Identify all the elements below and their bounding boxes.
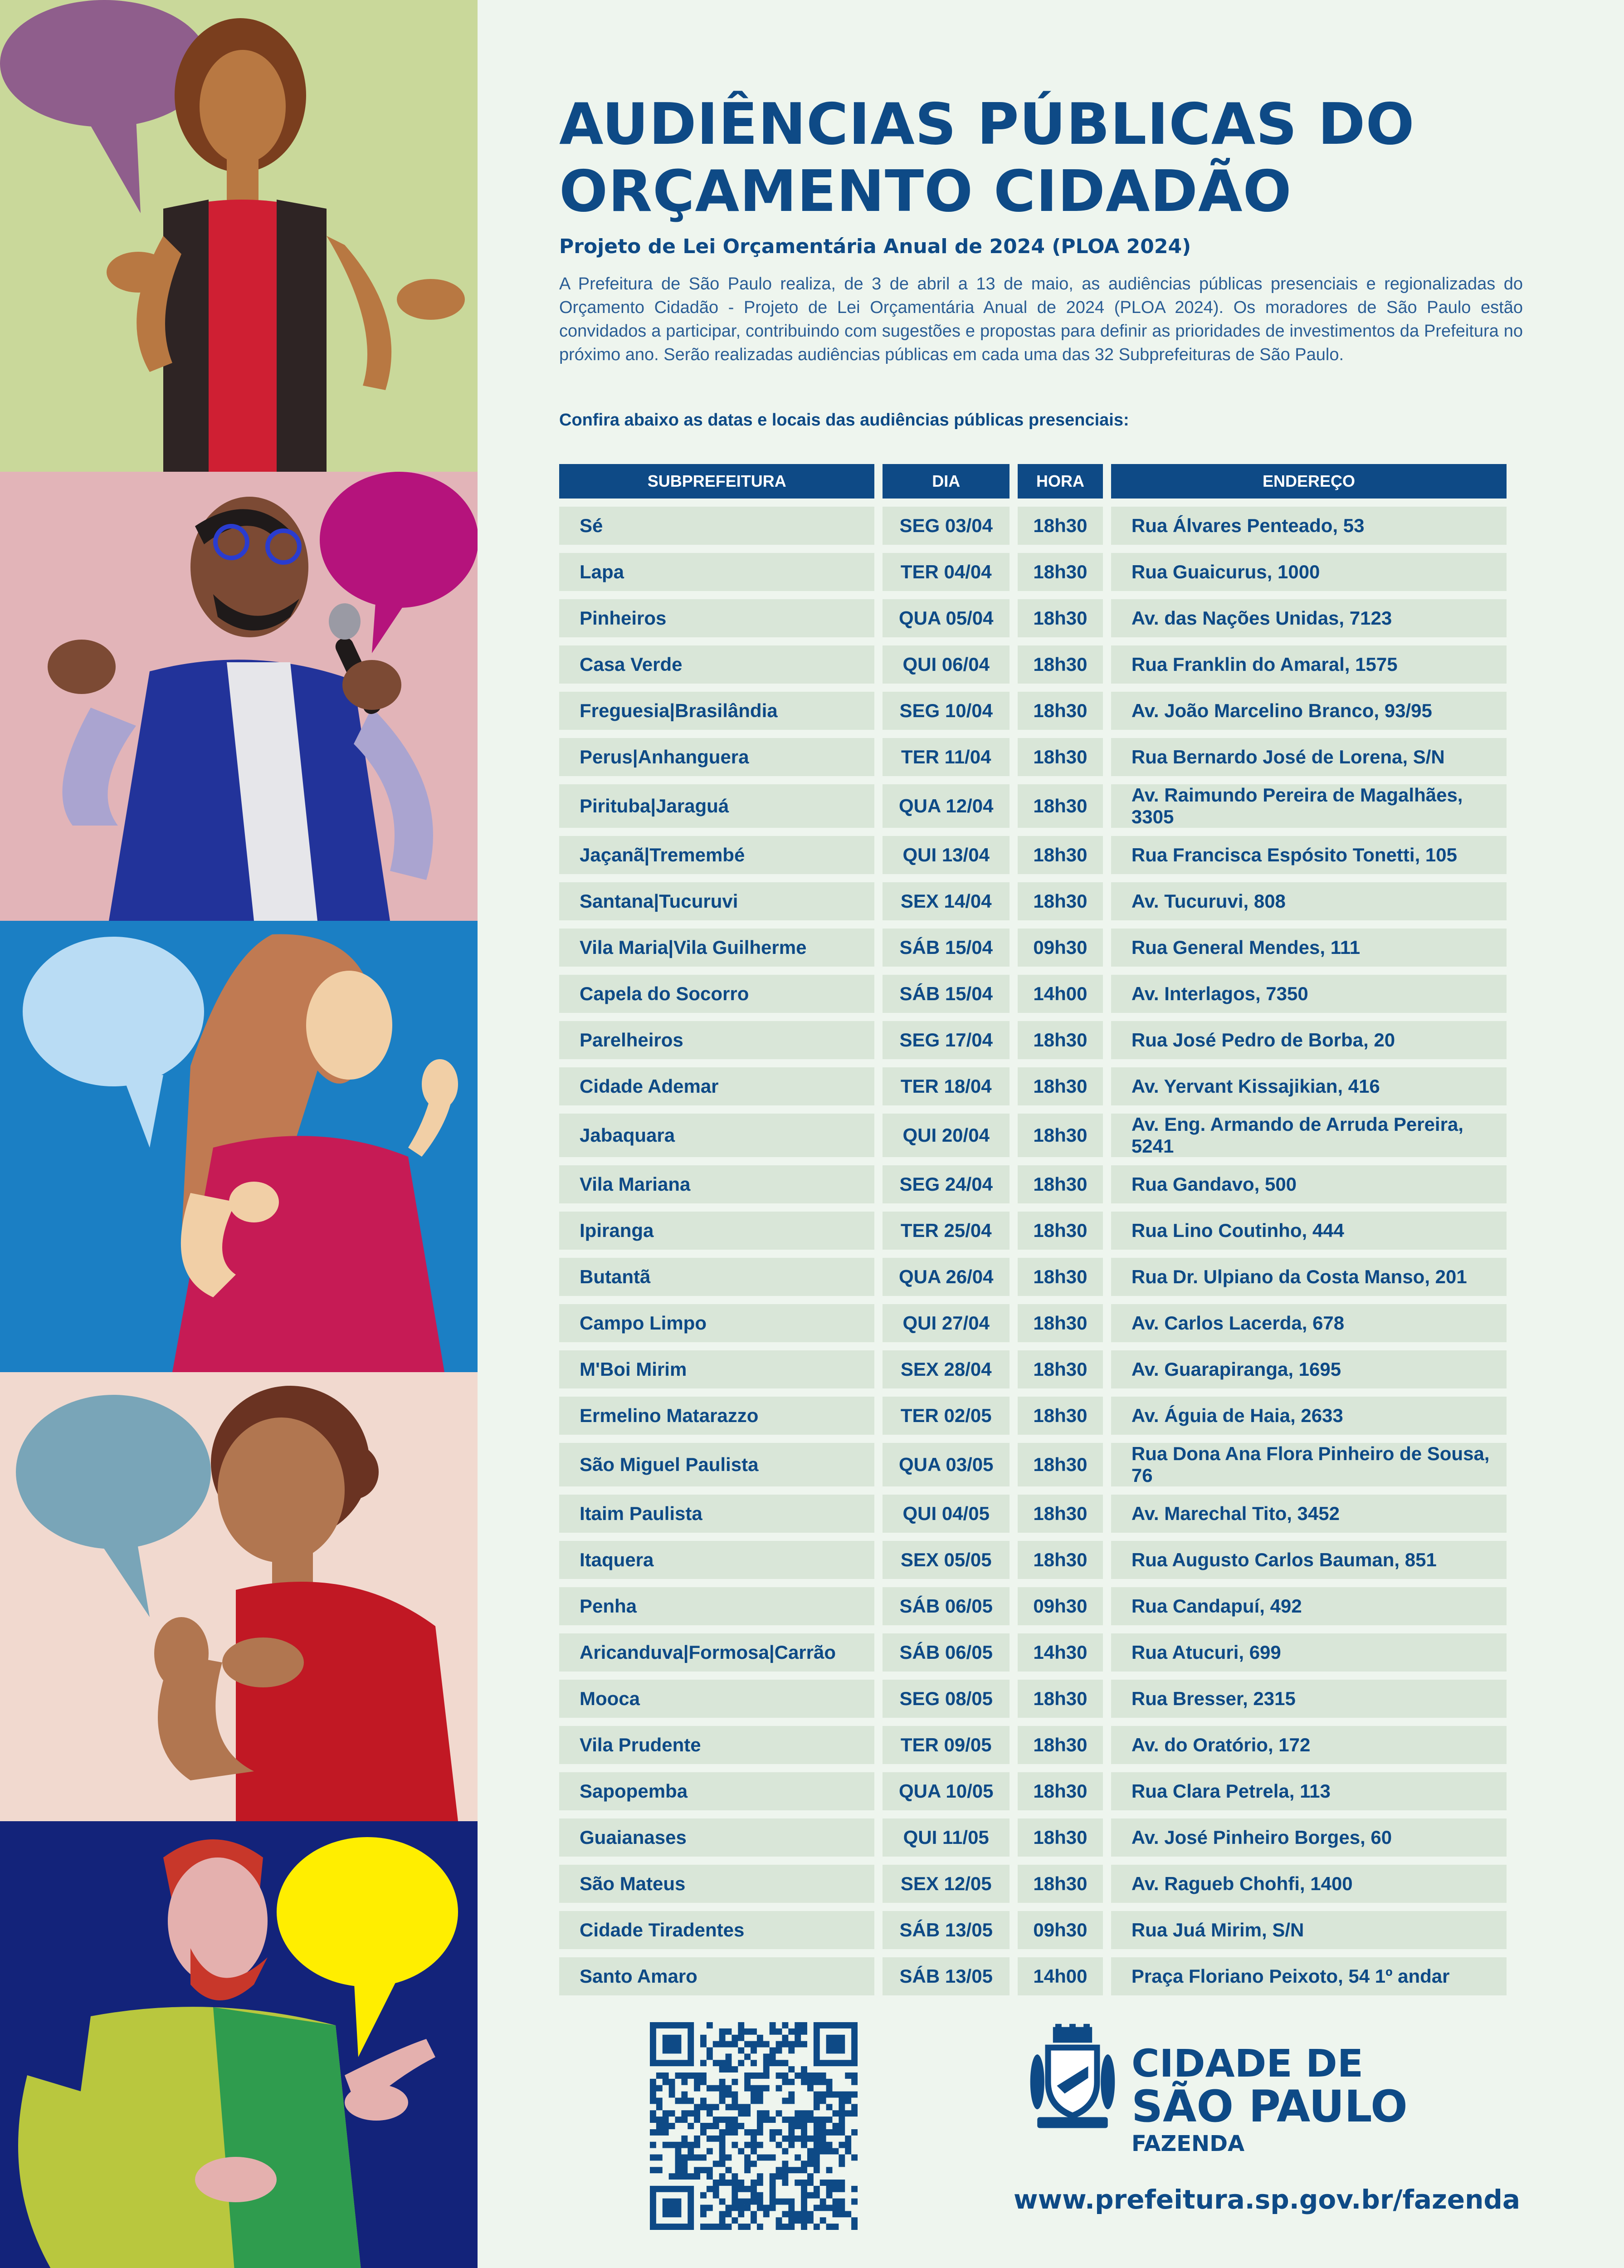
table-row [559,1726,1507,1764]
cell-endereco: Av. Raimundo Pereira de Magalhães, 3305 [1111,784,1507,828]
cell-endereco: Av. das Nações Unidas, 7123 [1111,599,1507,637]
cell-dia: TER 18/04 [883,1067,1010,1105]
table-row [559,1772,1507,1810]
cell-endereco: Av. Yervant Kissajikian, 416 [1111,1067,1507,1105]
cell-subprefeitura: Campo Limpo [559,1304,874,1342]
cell-subprefeitura: M'Boi Mirim [559,1350,874,1388]
cell-dia: SEG 03/04 [883,507,1010,545]
qr-code-image [650,2022,858,2230]
cell-hora: 18h30 [1018,1541,1103,1579]
cell-dia: SEG 24/04 [883,1165,1010,1203]
cell-dia: TER 25/04 [883,1212,1010,1250]
person-4-image [0,1372,478,1821]
cell-subprefeitura: Butantã [559,1258,874,1296]
cell-dia: TER 11/04 [883,738,1010,776]
cell-dia: SEX 05/05 [883,1541,1010,1579]
cell-subprefeitura: Itaim Paulista [559,1495,874,1533]
table-row [559,1587,1507,1625]
cell-dia: QUA 05/04 [883,599,1010,637]
header-dia: DIA [883,464,1010,499]
cell-endereco: Av. Eng. Armando de Arruda Pereira, 5241 [1111,1114,1507,1157]
header-subprefeitura: SUBPREFEITURA [559,464,874,499]
cell-dia: QUA 03/05 [883,1443,1010,1486]
cell-subprefeitura: Lapa [559,553,874,591]
cell-endereco: Av. Guarapiranga, 1695 [1111,1350,1507,1388]
table-row [559,836,1507,874]
cell-dia: SEX 14/04 [883,882,1010,920]
cell-hora: 18h30 [1018,1304,1103,1342]
table-row [559,1114,1507,1157]
cell-hora: 09h30 [1018,1911,1103,1949]
table-row [559,882,1507,920]
table-row [559,1957,1507,1995]
cell-hora: 18h30 [1018,882,1103,920]
table-row [559,929,1507,967]
cell-endereco: Praça Floriano Peixoto, 54 1º andar [1111,1957,1507,1995]
cell-endereco: Rua Atucuri, 699 [1111,1633,1507,1672]
cell-subprefeitura: Capela do Socorro [559,975,874,1013]
cell-hora: 18h30 [1018,553,1103,591]
table-row [559,1350,1507,1388]
cell-hora: 18h30 [1018,1021,1103,1059]
cell-hora: 14h30 [1018,1633,1103,1672]
header-endereco: ENDEREÇO [1111,464,1507,499]
schedule-lead: Confira abaixo as datas e locais das audiências públicas presenciais: [559,411,1129,430]
cell-subprefeitura: Perus|Anhanguera [559,738,874,776]
cell-hora: 18h30 [1018,1818,1103,1857]
table-body [559,507,1507,1995]
table-row [559,1165,1507,1203]
cell-subprefeitura: Sé [559,507,874,545]
cell-hora: 09h30 [1018,1587,1103,1625]
cell-dia: SEG 10/04 [883,692,1010,730]
schedule-table [551,456,1515,2004]
cell-endereco: Rua General Mendes, 111 [1111,929,1507,967]
cell-dia: TER 09/05 [883,1726,1010,1764]
table-row [559,645,1507,684]
illustration-person-4 [0,1372,478,1821]
table-row [559,1304,1507,1342]
cell-subprefeitura: Sapopemba [559,1772,874,1810]
cell-endereco: Rua Guaicurus, 1000 [1111,553,1507,591]
cell-subprefeitura: Jaçanã|Tremembé [559,836,874,874]
table-row [559,1541,1507,1579]
qr-code[interactable] [650,2022,858,2230]
cell-endereco: Av. Carlos Lacerda, 678 [1111,1304,1507,1342]
cell-dia: SÁB 13/05 [883,1911,1010,1949]
cell-subprefeitura: Parelheiros [559,1021,874,1059]
cell-endereco: Rua Gandavo, 500 [1111,1165,1507,1203]
page-title: AUDIÊNCIAS PÚBLICAS DO ORÇAMENTO CIDADÃO [559,91,1415,225]
cell-dia: SÁB 06/05 [883,1587,1010,1625]
table-row [559,1680,1507,1718]
table-row [559,1021,1507,1059]
cell-subprefeitura: Vila Prudente [559,1726,874,1764]
cell-subprefeitura: Ermelino Matarazzo [559,1397,874,1435]
logo-line-3: FAZENDA [1131,2131,1245,2156]
cell-subprefeitura: Vila Maria|Vila Guilherme [559,929,874,967]
table-row [559,507,1507,545]
table-row [559,1212,1507,1250]
cell-hora: 18h30 [1018,1114,1103,1157]
cell-endereco: Av. Ragueb Chohfi, 1400 [1111,1865,1507,1903]
cell-hora: 18h30 [1018,1865,1103,1903]
table-row [559,1495,1507,1533]
cell-endereco: Rua Francisca Espósito Tonetti, 105 [1111,836,1507,874]
illustration-person-1 [0,0,478,472]
illustration-person-5 [0,1821,478,2268]
table-row [559,1633,1507,1672]
cell-subprefeitura: Vila Mariana [559,1165,874,1203]
cell-dia: QUI 06/04 [883,645,1010,684]
cell-hora: 18h30 [1018,692,1103,730]
cell-subprefeitura: São Miguel Paulista [559,1443,874,1486]
cell-endereco: Av. Interlagos, 7350 [1111,975,1507,1013]
intro-paragraph: A Prefeitura de São Paulo realiza, de 3 de abril a 13 de maio, as audiências públicas presenciais e regionalizadas do Orçamento Cidadão - Projeto de Lei Orçamentária Anual de 2024 (PLOA 2024). Os moradores de São Paulo estão convidados a participar, contribuindo com sugestões e propostas para definir as prioridades de investimentos da Prefeitura no próximo ano. Serão realizadas audiências públicas em cada uma das 32 Subprefeituras de São Paulo. [559,274,1523,364]
cell-endereco: Rua Augusto Carlos Bauman, 851 [1111,1541,1507,1579]
page-subtitle: Projeto de Lei Orçamentária Anual de 2024 (PLOA 2024) [559,235,1191,258]
table-row [559,1911,1507,1949]
cell-hora: 14h00 [1018,1957,1103,1995]
cell-subprefeitura: Santana|Tucuruvi [559,882,874,920]
cell-endereco: Rua Dona Ana Flora Pinheiro de Sousa, 76 [1111,1443,1507,1486]
logo-line-2: SÃO PAULO [1131,2081,1408,2132]
cell-hora: 09h30 [1018,929,1103,967]
cell-subprefeitura: Jabaquara [559,1114,874,1157]
cell-hora: 18h30 [1018,1212,1103,1250]
cell-subprefeitura: Mooca [559,1680,874,1718]
person-1-image [0,0,478,472]
illustration-person-3 [0,921,478,1372]
cell-hora: 18h30 [1018,1726,1103,1764]
cell-endereco: Rua Bernardo José de Lorena, S/N [1111,738,1507,776]
cell-endereco: Av. José Pinheiro Borges, 60 [1111,1818,1507,1857]
cell-hora: 18h30 [1018,1772,1103,1810]
cell-hora: 18h30 [1018,836,1103,874]
cell-subprefeitura: Ipiranga [559,1212,874,1250]
cell-hora: 18h30 [1018,1397,1103,1435]
cell-dia: QUA 10/05 [883,1772,1010,1810]
cell-dia: SEG 17/04 [883,1021,1010,1059]
cell-subprefeitura: Penha [559,1587,874,1625]
cell-hora: 18h30 [1018,738,1103,776]
cell-dia: SEG 08/05 [883,1680,1010,1718]
cell-subprefeitura: Santo Amaro [559,1957,874,1995]
cell-hora: 18h30 [1018,784,1103,828]
cell-dia: QUA 12/04 [883,784,1010,828]
cell-dia: SEX 28/04 [883,1350,1010,1388]
cell-endereco: Rua Dr. Ulpiano da Costa Manso, 201 [1111,1258,1507,1296]
table-row [559,784,1507,828]
table-row [559,1258,1507,1296]
cell-subprefeitura: São Mateus [559,1865,874,1903]
illustration-person-2 [0,472,478,921]
cell-hora: 14h00 [1018,975,1103,1013]
cell-hora: 18h30 [1018,1495,1103,1533]
cell-endereco: Rua José Pedro de Borba, 20 [1111,1021,1507,1059]
cell-dia: TER 02/05 [883,1397,1010,1435]
cell-dia: SÁB 15/04 [883,975,1010,1013]
cell-dia: QUI 27/04 [883,1304,1010,1342]
cell-endereco: Rua Franklin do Amaral, 1575 [1111,645,1507,684]
table-row [559,1397,1507,1435]
cell-endereco: Rua Clara Petrela, 113 [1111,1772,1507,1810]
website-link[interactable]: www.prefeitura.sp.gov.br/fazenda [1014,2184,1521,2215]
cell-hora: 18h30 [1018,1258,1103,1296]
cell-endereco: Av. do Oratório, 172 [1111,1726,1507,1764]
table-row [559,1818,1507,1857]
person-2-image [0,472,478,921]
cell-endereco: Av. Marechal Tito, 3452 [1111,1495,1507,1533]
cell-dia: SÁB 15/04 [883,929,1010,967]
cell-hora: 18h30 [1018,1165,1103,1203]
table-row [559,1865,1507,1903]
cell-hora: 18h30 [1018,599,1103,637]
cell-subprefeitura: Freguesia|Brasilândia [559,692,874,730]
table-row [559,975,1507,1013]
table-row [559,599,1507,637]
cell-dia: SÁB 13/05 [883,1957,1010,1995]
cell-hora: 18h30 [1018,1067,1103,1105]
cell-hora: 18h30 [1018,645,1103,684]
cell-dia: QUI 04/05 [883,1495,1010,1533]
cell-endereco: Rua Juá Mirim, S/N [1111,1911,1507,1949]
cell-dia: QUI 11/05 [883,1818,1010,1857]
table-row [559,692,1507,730]
table-header-row [559,464,1507,499]
cell-subprefeitura: Aricanduva|Formosa|Carrão [559,1633,874,1672]
cell-hora: 18h30 [1018,1350,1103,1388]
cell-subprefeitura: Pirituba|Jaraguá [559,784,874,828]
cell-subprefeitura: Guaianases [559,1818,874,1857]
cell-subprefeitura: Cidade Ademar [559,1067,874,1105]
cell-endereco: Rua Lino Coutinho, 444 [1111,1212,1507,1250]
cell-endereco: Av. Tucuruvi, 808 [1111,882,1507,920]
cell-hora: 18h30 [1018,1443,1103,1486]
coat-of-arms-icon [1029,2023,1116,2133]
cell-endereco: Av. João Marcelino Branco, 93/95 [1111,692,1507,730]
illustration-column [0,0,478,2268]
logo-line-1: CIDADE DE [1131,2041,1364,2086]
cell-dia: TER 04/04 [883,553,1010,591]
cell-dia: QUI 13/04 [883,836,1010,874]
person-5-image [0,1821,478,2268]
cell-endereco: Rua Candapuí, 492 [1111,1587,1507,1625]
cell-subprefeitura: Pinheiros [559,599,874,637]
person-3-image [0,921,478,1372]
cell-subprefeitura: Casa Verde [559,645,874,684]
cell-subprefeitura: Itaquera [559,1541,874,1579]
cell-dia: SÁB 06/05 [883,1633,1010,1672]
cell-subprefeitura: Cidade Tiradentes [559,1911,874,1949]
cell-dia: SEX 12/05 [883,1865,1010,1903]
table-row [559,1067,1507,1105]
table-row [559,553,1507,591]
cell-endereco: Av. Águia de Haia, 2633 [1111,1397,1507,1435]
cell-hora: 18h30 [1018,507,1103,545]
header-hora: HORA [1018,464,1103,499]
table-row [559,738,1507,776]
table-row [559,1443,1507,1486]
cell-hora: 18h30 [1018,1680,1103,1718]
prefeitura-logo [1029,2023,1406,2159]
cell-dia: QUA 26/04 [883,1258,1010,1296]
cell-endereco: Rua Bresser, 2315 [1111,1680,1507,1718]
cell-endereco: Rua Álvares Penteado, 53 [1111,507,1507,545]
cell-dia: QUI 20/04 [883,1114,1010,1157]
